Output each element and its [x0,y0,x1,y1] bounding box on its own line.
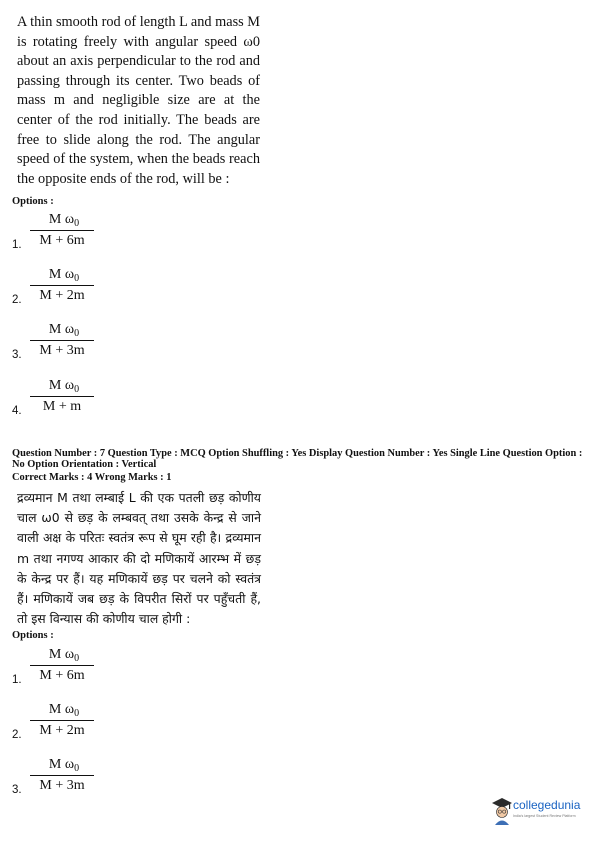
logo-tagline: India's largest Student Review Platform [513,814,576,818]
option-fraction: M $\omega_0$ M + 6m [30,646,94,685]
option-number: 2. [12,294,22,306]
q7-option-1[interactable] [12,646,102,698]
option-fraction: M $\omega_0$ M + 6m [30,211,94,250]
option-fraction: M $\omega_0$ M + 2m [30,701,94,740]
option-number: 1. [12,674,22,686]
option-fraction: M $\omega_0$ M + 2m [30,266,94,305]
graduate-icon [491,796,513,826]
option-number: 3. [12,784,22,796]
q7-option-2[interactable] [12,701,102,753]
q6-options-label: Options : [12,196,54,207]
option-number: 3. [12,349,22,361]
option-number: 2. [12,729,22,741]
question-7-meta: Question Number : 7 Question Type : MCQ Option Shuffling : Yes Display Question Number : Yes Single Line Question Option : No Option Orientation : Vertical [12,448,583,470]
question-6-text: A thin smooth rod of length L and mass M is rotating freely with angular speed ω0 about an axis perpendicular to the rod and passing through its center. Two beads of mass m and negligible size are at the center of the rod initially. The beads are free to slide along the rod. The angular speed of the system, when the beads reach the opposite ends of the rod, will be : [17,14,260,187]
option-fraction: M $\omega_0$ M + 3m [30,756,94,795]
option-fraction: M $\omega_0$ M + m [30,377,94,416]
q7-option-3[interactable] [12,756,102,808]
q6-option-3[interactable] [12,321,102,373]
option-number: 1. [12,239,22,251]
option-number: 4. [12,405,22,417]
q7-options-label: Options : [12,630,54,641]
logo-brand: collegedunia [513,798,581,812]
question-7-text: द्रव्यमान M तथा लम्बाई L की एक पतली छड़ कोणीय चाल ω0 से छड़ के लम्बवत् तथा उसके केन्द्र से जाने वाली अक्ष के परितः स्वतंत्र रूप से घूम रही है। द्रव्यमान m तथा नगण्य आकार की दो मणिकायें आरम्भ में छड़ के केन्द्र पर हैं। यह मणिकायें छड़ पर चलने को स्वतंत्र हैं। मणिकायें जब छड़ के विपरीत सिरों पर पहुँचती हैं, तो इस विन्यास की कोणीय चाल होगी : [17,490,261,627]
q6-option-2[interactable] [12,266,102,318]
q6-option-4[interactable] [12,377,102,429]
option-fraction: M $\omega_0$ M + 3m [30,321,94,360]
q6-option-1[interactable] [12,211,102,263]
question-7-marks: Correct Marks : 4 Wrong Marks : 1 [12,472,172,483]
collegedunia-logo [491,794,591,830]
